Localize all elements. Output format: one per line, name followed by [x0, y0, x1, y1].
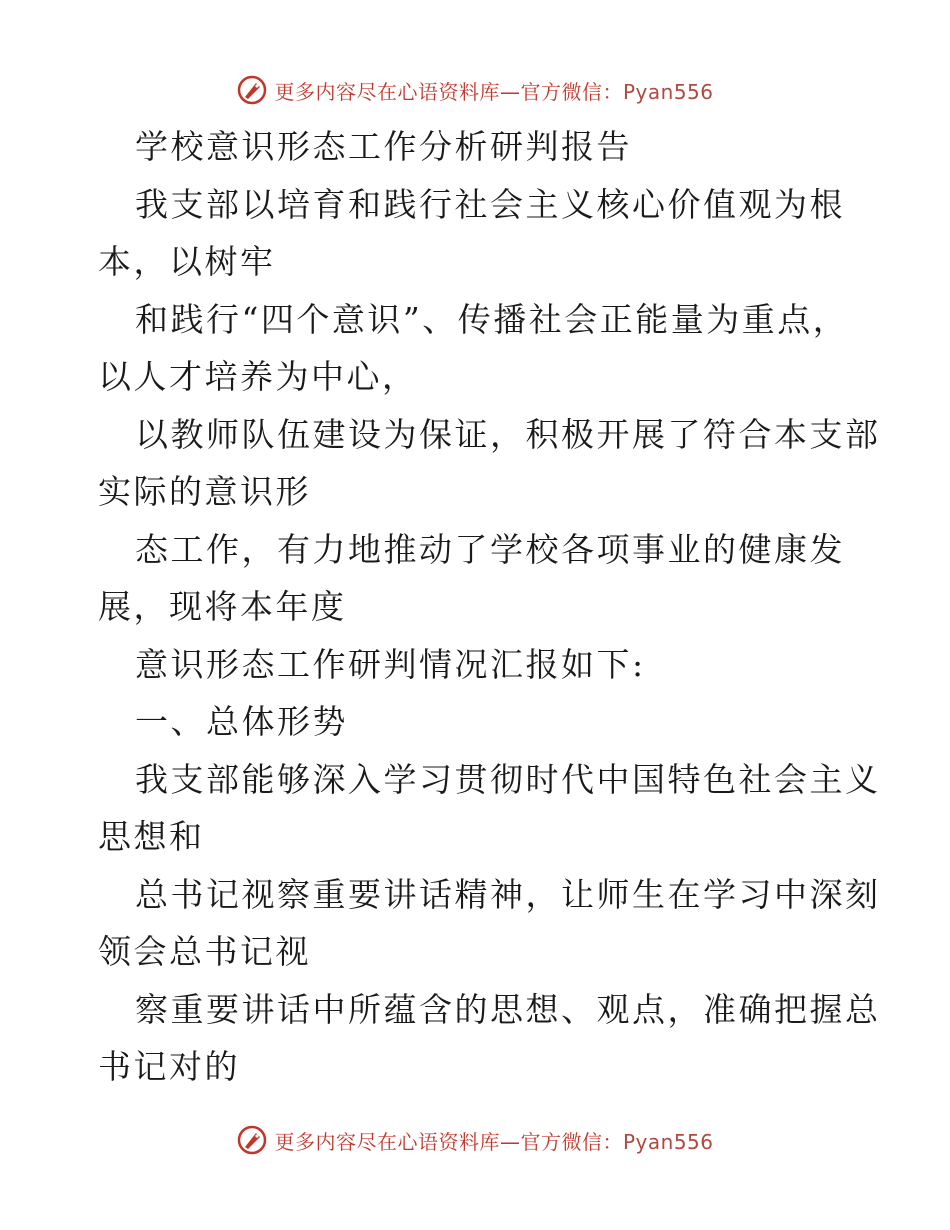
text-line: 展，现将本年度 [98, 587, 347, 626]
banner-wechat-id: Pyan556 [622, 79, 714, 104]
text-line: 我支部以培育和践行社会主义核心价值观为根 [135, 184, 845, 224]
banner-label: 更多内容尽在心语资料库—官方微信： [274, 79, 623, 104]
text-line: 以教师队伍建设为保证，积极开展了符合本支部 [135, 414, 881, 454]
text-line: 本，以树牢 [98, 242, 276, 281]
text-line: 思想和 [98, 817, 205, 856]
footer-banner [0, 1120, 950, 1160]
header-banner [0, 70, 950, 110]
text-line: 领会总书记视 [98, 932, 311, 971]
banner-text [274, 76, 713, 105]
text-line: 实际的意识形 [98, 472, 311, 511]
text-line: 意识形态工作研判情况汇报如下: [135, 644, 646, 684]
text-line: 学校意识形态工作分析研判报告 [135, 127, 632, 166]
text-line: 态工作，有力地推动了学校各项事业的健康发 [135, 529, 845, 569]
banner-label: 更多内容尽在心语资料库—官方微信： [274, 1129, 623, 1154]
text-line: 以人才培养为中心， [98, 357, 418, 396]
text-line: 察重要讲话中所蕴含的思想、观点，准确把握总 [135, 989, 881, 1029]
text-line: 一、总体形势 [135, 702, 348, 741]
pen-nib-logo-icon [236, 1124, 268, 1156]
text-line: 书记对的 [98, 1047, 240, 1086]
text-line: 和践行“四个意识”、传播社会正能量为重点， [135, 299, 849, 339]
text-line: 总书记视察重要讲话精神，让师生在学习中深刻 [135, 874, 881, 914]
document-body [98, 118, 881, 1096]
banner-wechat-id: Pyan556 [622, 1129, 714, 1154]
banner-text [274, 1126, 713, 1155]
pen-nib-logo-icon [236, 74, 268, 106]
text-line: 我支部能够深入学习贯彻时代中国特色社会主义 [135, 759, 881, 799]
